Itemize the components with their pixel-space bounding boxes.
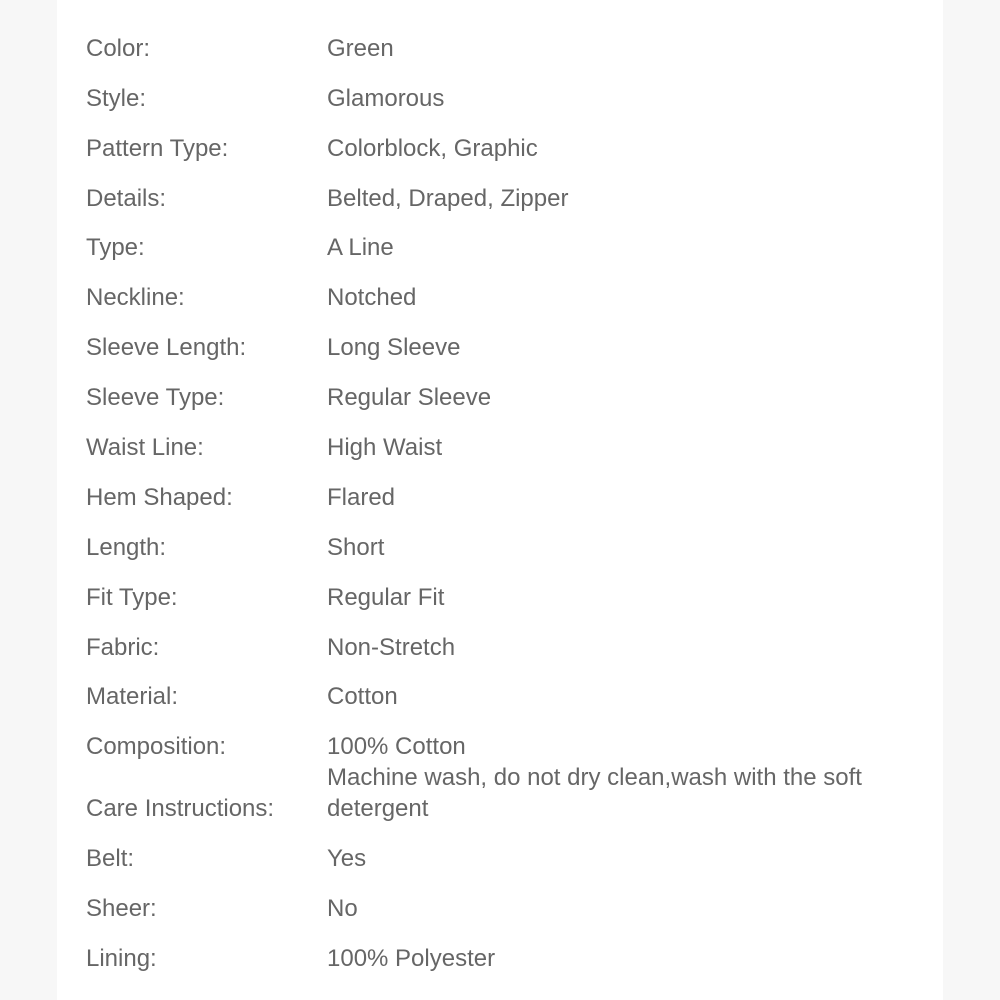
spec-label-pattern-type: Pattern Type: [86,134,229,162]
spec-label-material: Material: [86,683,179,711]
spec-row-details [86,164,936,214]
spec-label-sheer: Sheer: [86,895,157,923]
spec-row-composition [86,712,936,762]
spec-label-sleeve-type: Sleeve Type: [86,384,225,412]
spec-label-belt: Belt: [86,845,135,873]
spec-value-type: A Line [327,234,394,262]
spec-value-material: Cotton [327,683,398,711]
spec-value-composition: 100% Cotton [327,733,466,761]
spec-value-belt: Yes [327,845,367,873]
spec-label-neckline: Neckline: [86,284,185,312]
spec-row-waist-line [86,413,936,463]
spec-label-hem-shaped: Hem Shaped: [86,483,233,511]
spec-row-color [86,14,936,64]
spec-label-fabric: Fabric: [86,633,160,661]
spec-value-care-instructions: Machine wash, do not dry clean,wash with the soft detergent [327,764,862,823]
spec-row-style [86,64,936,114]
spec-label-composition: Composition: [86,733,227,761]
spec-row-care-instructions [86,762,936,824]
spec-value-color: Green [327,34,394,62]
spec-label-length: Length: [86,533,167,561]
spec-value-style: Glamorous [327,84,445,112]
product-spec-table [86,14,936,974]
spec-value-lining: 100% Polyester [327,945,496,973]
spec-value-details: Belted, Draped, Zipper [327,184,569,212]
spec-row-pattern-type [86,114,936,164]
spec-row-type [86,214,936,264]
spec-label-sleeve-length: Sleeve Length: [86,334,247,362]
spec-value-sleeve-length: Long Sleeve [327,334,461,362]
product-details-panel [57,0,943,1000]
spec-value-sheer: No [327,895,358,923]
spec-value-fabric: Non-Stretch [327,633,456,661]
spec-row-material [86,663,936,713]
spec-value-hem-shaped: Flared [327,483,396,511]
spec-row-fabric [86,613,936,663]
spec-label-care-instructions: Care Instructions: [86,795,275,823]
spec-label-waist-line: Waist Line: [86,434,204,462]
spec-label-lining: Lining: [86,945,157,973]
spec-value-pattern-type: Colorblock, Graphic [327,134,538,162]
spec-label-fit-type: Fit Type: [86,583,178,611]
spec-row-belt [86,824,936,874]
spec-value-waist-line: High Waist [327,434,443,462]
spec-label-style: Style: [86,84,147,112]
spec-value-fit-type: Regular Fit [327,583,445,611]
spec-row-sleeve-type [86,363,936,413]
spec-value-sleeve-type: Regular Sleeve [327,384,492,412]
spec-value-neckline: Notched [327,284,417,312]
spec-row-sheer [86,874,936,924]
spec-label-color: Color: [86,34,151,62]
spec-label-type: Type: [86,234,145,262]
spec-row-hem-shaped [86,463,936,513]
spec-row-sleeve-length [86,313,936,363]
spec-row-length [86,513,936,563]
spec-row-fit-type [86,563,936,613]
spec-row-neckline [86,263,936,313]
spec-value-length: Short [327,533,385,561]
spec-row-lining [86,924,936,974]
spec-label-details: Details: [86,184,167,212]
